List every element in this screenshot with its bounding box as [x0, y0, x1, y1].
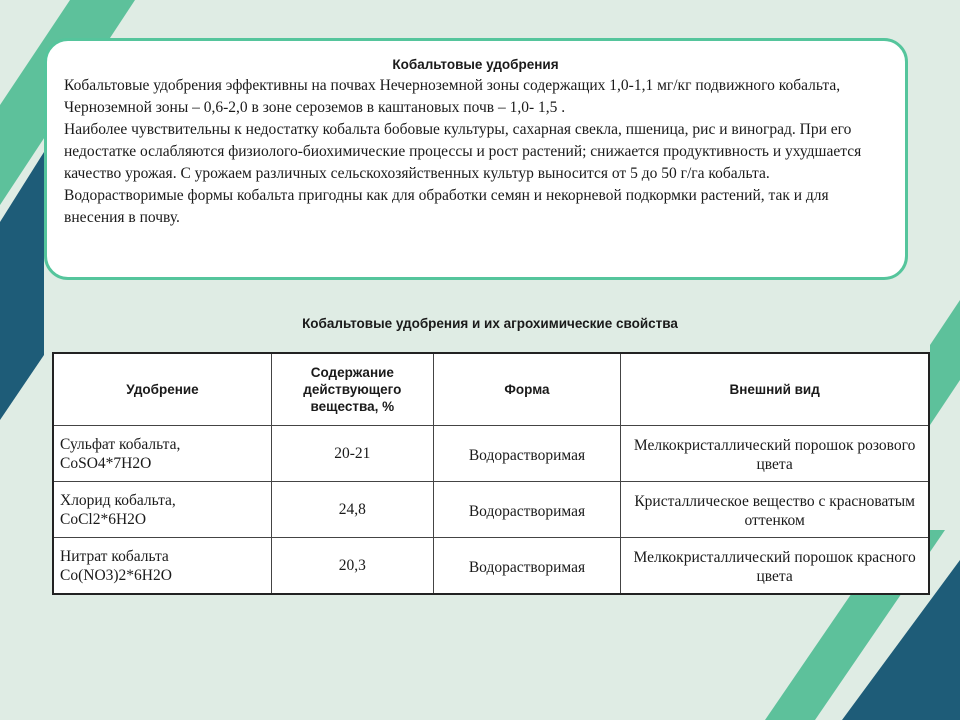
header-content: Содержание действующего вещества, %: [271, 353, 433, 426]
cell-fertilizer: [53, 482, 271, 538]
cell-form: Водорастворимая: [433, 482, 621, 538]
fertilizer-name: Хлорид кобальта,: [60, 491, 176, 509]
table-header-row: [53, 353, 929, 426]
fertilizer-formula: CoSO4*7H2O: [60, 454, 152, 472]
cell-fertilizer: [53, 538, 271, 595]
cell-appearance: Кристаллическое вещество с красноватым оттенком: [621, 482, 929, 538]
info-paragraph-2: Наиболее чувствительны к недостатку кобальта бобовые культуры, сахарная свекла, пшеница, рис и виноград. При его недостатке ослабляются физиолого-биохимические процессы и рост растений; снижается продуктивность и ухудшается качество урожая. С урожаем различных сельскохозяйственных культур выносится от 5 до 50 г/га кобальта.: [64, 121, 862, 182]
table-row: [53, 482, 929, 538]
fertilizer-formula: Co(NO3)2*6H2O: [60, 566, 172, 584]
table-caption: Кобальтовые удобрения и их агрохимические свойства: [302, 316, 678, 331]
info-paragraph-3: Водорастворимые формы кобальта пригодны как для обработки семян и некорневой подкормки растений, так и для внесения в почву.: [64, 187, 829, 226]
fertilizer-formula: CoCl2*6H2O: [60, 510, 147, 528]
info-box-title: Кобальтовые удобрения: [392, 57, 559, 72]
info-paragraph-1: Кобальтовые удобрения эффективны на почвах Нечерноземной зоны содержащих 1,0-1,1 мг/кг подвижного кобальта, Черноземной зоны – 0,6-2,0 в зоне сероземов в каштановых почв – 1,0- 1,5 .: [64, 77, 841, 116]
cell-content: 20-21: [271, 426, 433, 482]
fertilizer-name: Нитрат кобальта: [60, 547, 169, 565]
cell-content: 24,8: [271, 482, 433, 538]
fertilizer-name: Сульфат кобальта,: [60, 435, 181, 453]
table-row: [53, 426, 929, 482]
info-text-box: [44, 38, 908, 280]
cell-content: 20,3: [271, 538, 433, 595]
header-form: Форма: [433, 353, 621, 426]
cell-appearance: Мелкокристаллический порошок розового цвета: [621, 426, 929, 482]
table-row: [53, 538, 929, 595]
header-fertilizer: Удобрение: [53, 353, 271, 426]
cell-form: Водорастворимая: [433, 538, 621, 595]
cell-form: Водорастворимая: [433, 426, 621, 482]
cell-fertilizer: [53, 426, 271, 482]
cell-appearance: Мелкокристаллический порошок красного цвета: [621, 538, 929, 595]
header-appearance: Внешний вид: [621, 353, 929, 426]
fertilizer-table: [52, 352, 930, 595]
